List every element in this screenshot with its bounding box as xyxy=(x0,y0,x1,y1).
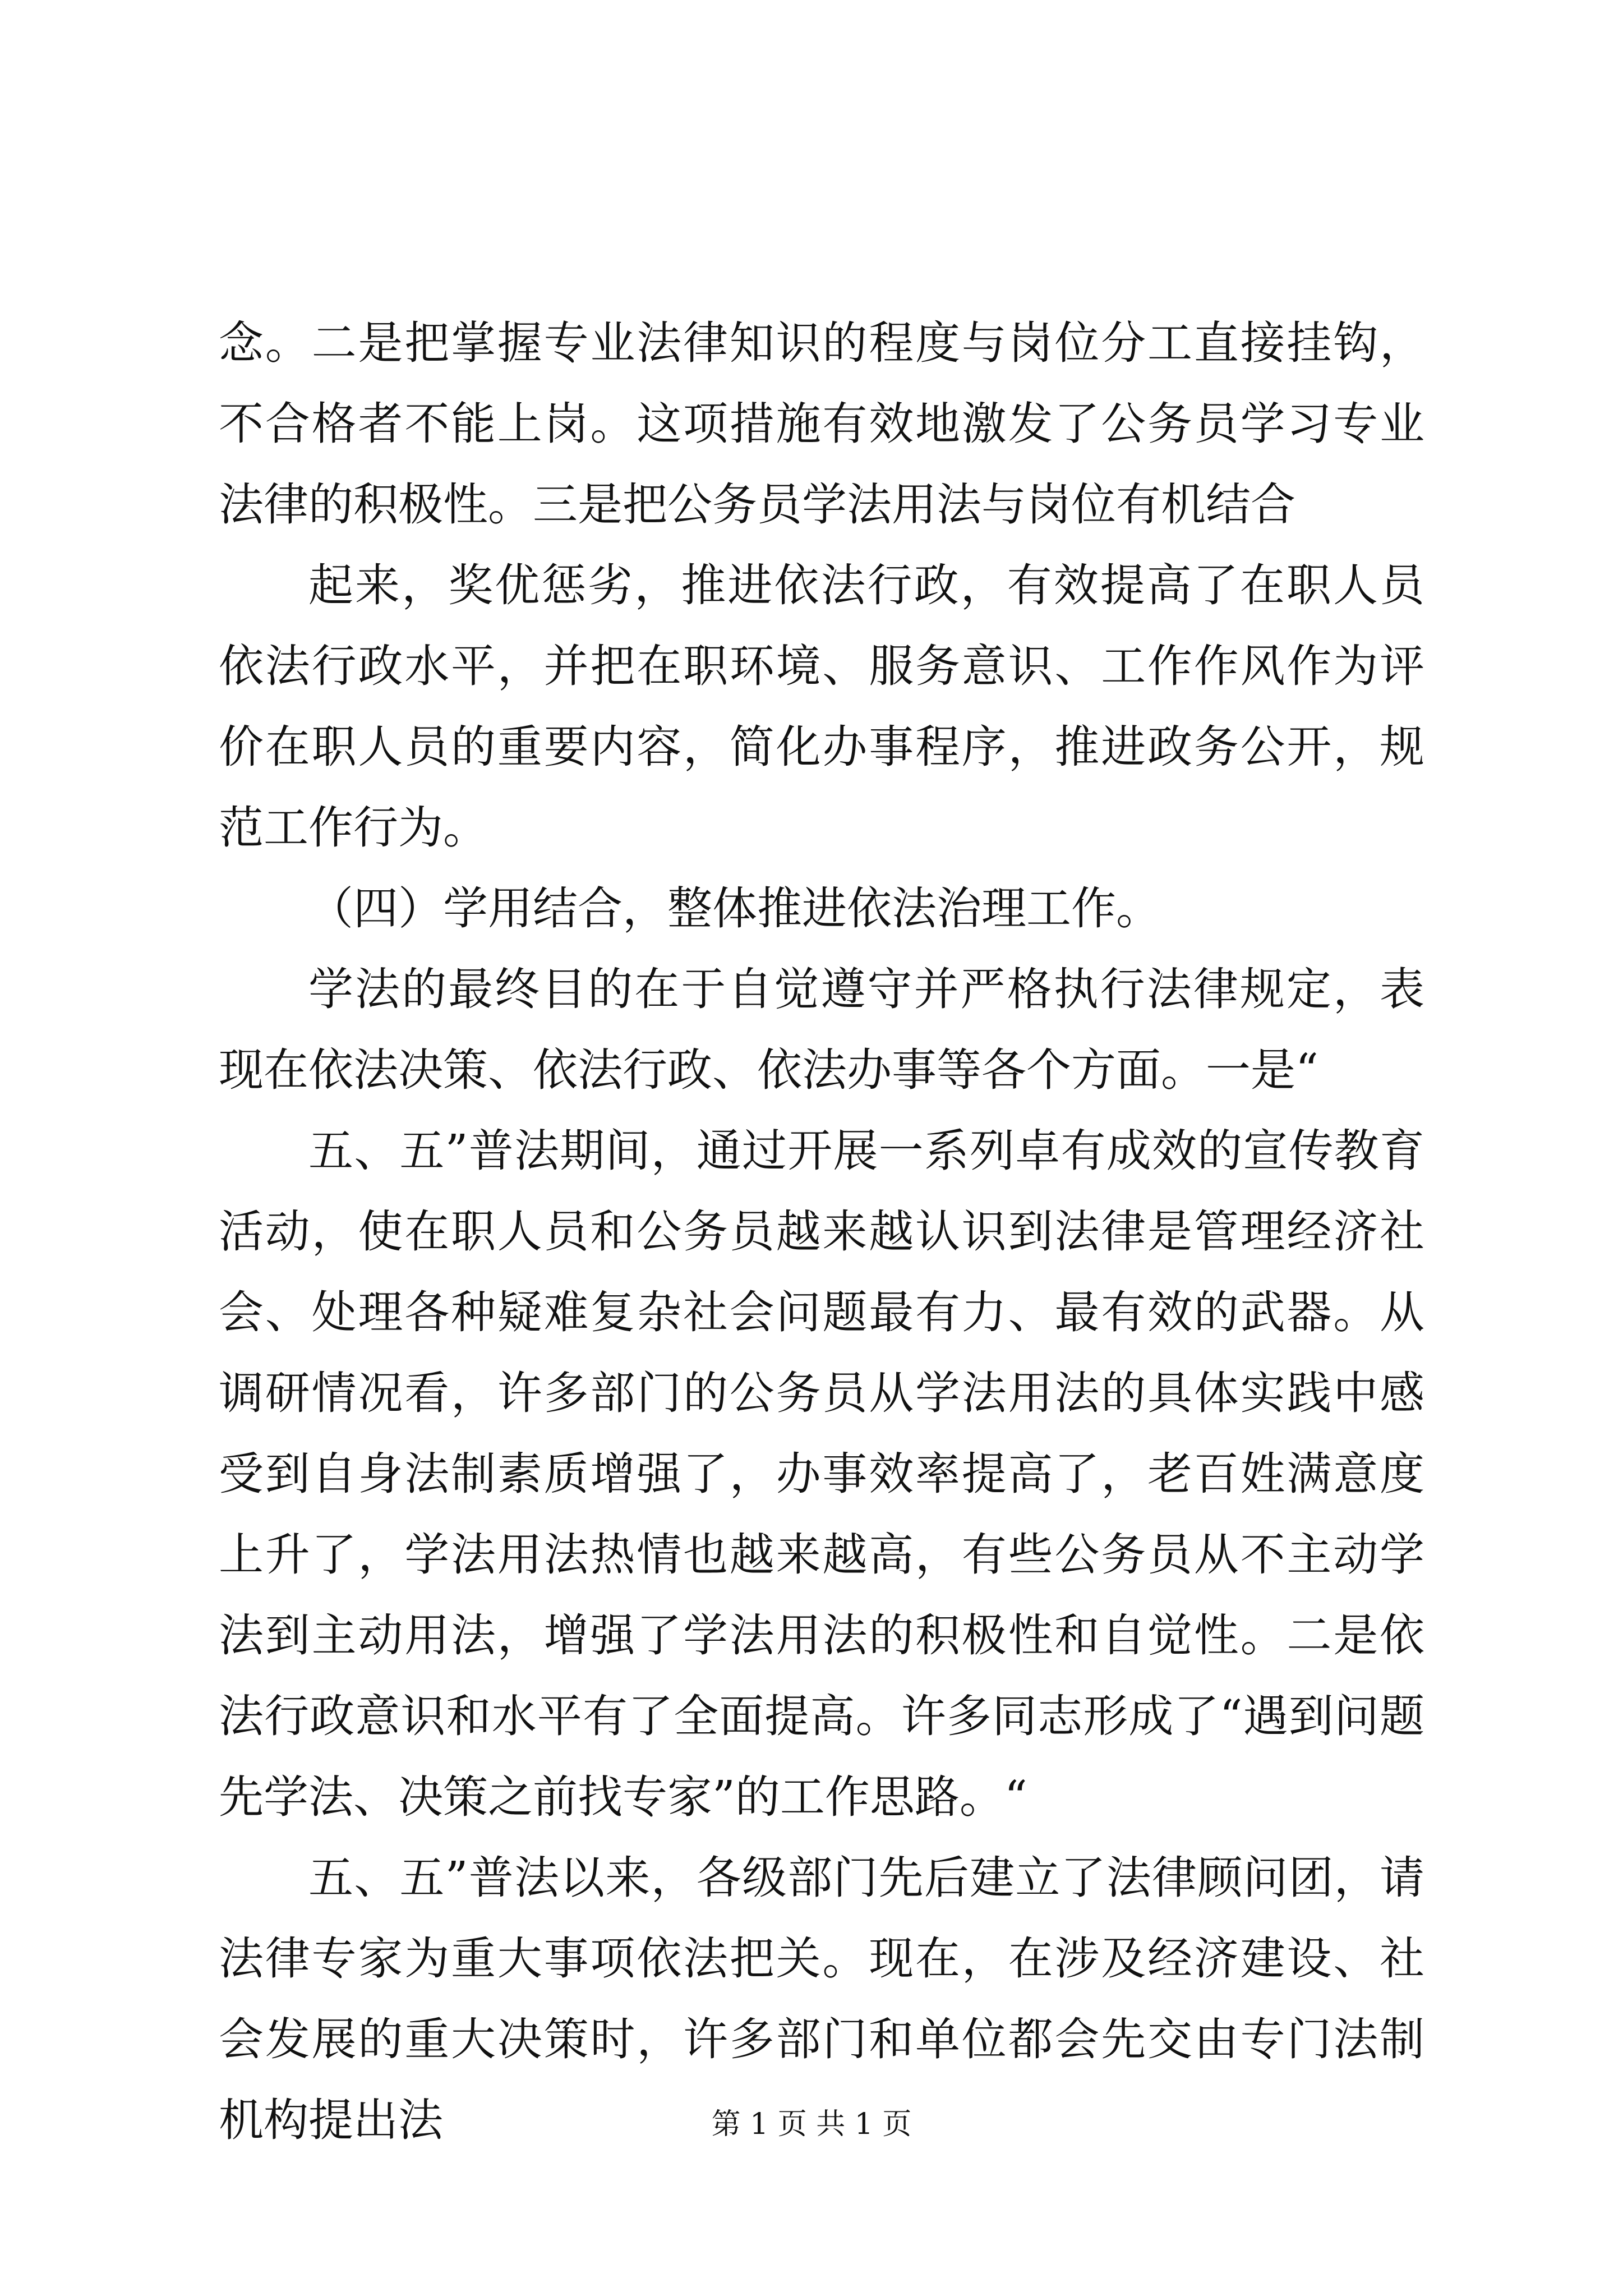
paragraph-4: 五、五”普法期间，通过开展一系列卓有成效的宣传教育活动，使在职人员和公务员越来越认识到法律是管理经济社会、处理各种疑难复杂社会问题最有力、最有效的武器。从调研情况看，许多部门的公务员从学法用法的具体实践中感受到自身法制素质增强了，办事效率提高了，老百姓满意度上升了，学法用法热情也越来越高，有些公务员从不主动学法到主动用法，增强了学法用法的积极性和自觉性。二是依法行政意识和水平有了全面提高。许多同志形成了“遇到问题先学法、决策之前找专家”的工作思路。“ xyxy=(219,1125,1424,1823)
paragraph-2: 起来，奖优惩劣，推进依法行政，有效提高了在职人员依法行政水平，并把在职环境、服务意识、工作作风作为评价在职人员的重要内容，简化办事程序，推进政务公开，规范工作行为。 xyxy=(219,559,1424,854)
document-body xyxy=(219,303,1424,2161)
paragraph-3: 学法的最终目的在于自觉遵守并严格执行法律规定，表现在依法决策、依法行政、依法办事等各个方面。一是“ xyxy=(219,963,1424,1096)
page-number-footer: 第 1 页 共 1 页 xyxy=(711,2108,912,2141)
paragraph-1: 念。二是把掌握专业法律知识的程度与岗位分工直接挂钩，不合格者不能上岗。这项措施有效地激发了公务员学习专业法律的积极性。三是把公务员学法用法与岗位有机结合 xyxy=(219,317,1424,531)
paragraph-5: 五、五”普法以来，各级部门先后建立了法律顾问团，请法律专家为重大事项依法把关。现在，在涉及经济建设、社会发展的重大决策时，许多部门和单位都会先交由专门法制机构提出法 xyxy=(219,1852,1424,2146)
section-heading: （四）学用结合，整体推进依法治理工作。 xyxy=(308,882,1161,935)
